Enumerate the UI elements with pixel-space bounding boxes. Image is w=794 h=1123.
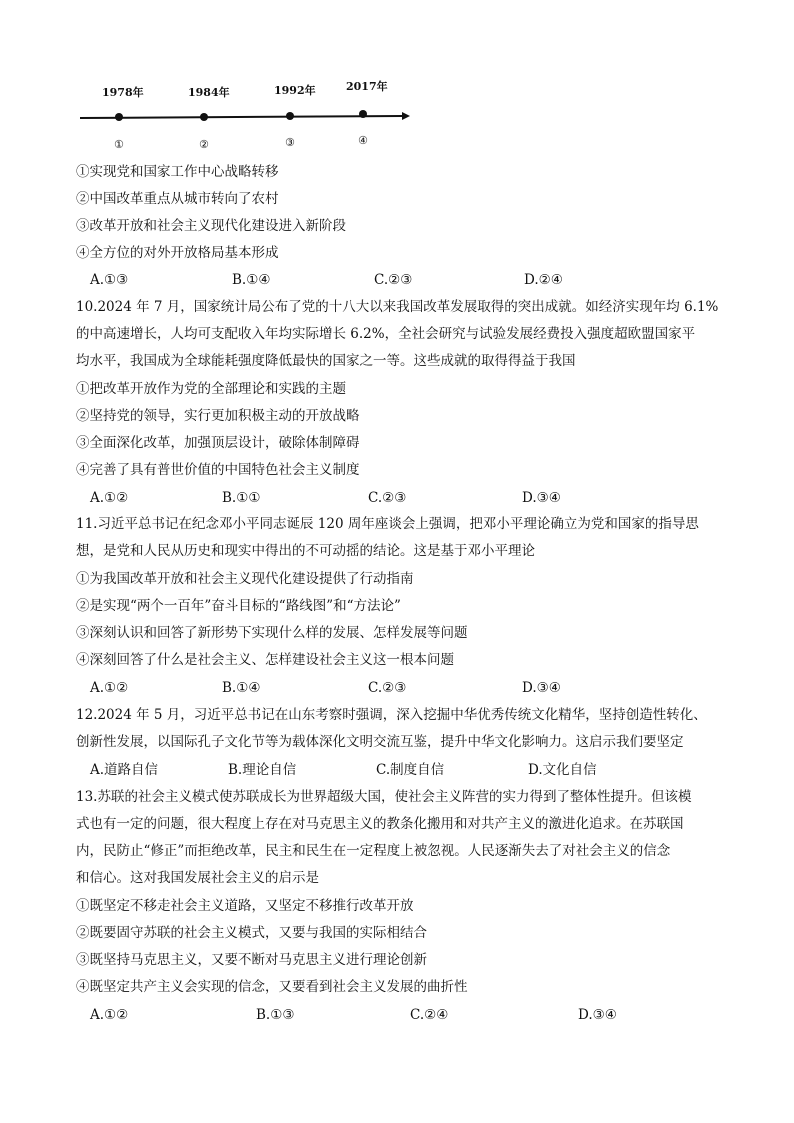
option-c[interactable]: C.②④ <box>410 1007 449 1023</box>
q9-item-4: ④全方位的对外开放格局基本形成 <box>76 245 279 261</box>
timeline-axis <box>80 116 402 118</box>
option-d[interactable]: D.文化自信 <box>528 762 597 778</box>
q13-stem-line-1: 13.苏联的社会主义模式使苏联成长为世界超级大国，使社会主义阵营的实力得到了整体性提升。但该模 <box>76 789 692 805</box>
option-b[interactable]: B.理论自信 <box>228 762 297 778</box>
timeline-marker: ④ <box>358 134 368 147</box>
timeline-year: 2017年 <box>346 80 388 93</box>
q13-stem-line-4: 和信心。这对我国发展社会主义的启示是 <box>76 870 319 886</box>
q10-stem-line-3: 均水平，我国成为全球能耗强度降低最快的国家之一等。这些成就的取得得益于我国 <box>76 353 576 369</box>
q12-stem-line-2: 创新性发展，以国际孔子文化节等为载体深化文明交流互鉴，提升中华文化影响力。这启示我们要坚定 <box>76 734 684 750</box>
option-b[interactable]: B.①① <box>222 490 261 506</box>
q9-options <box>90 270 710 290</box>
timeline-arrow-icon <box>402 112 410 120</box>
q13-item-2: ②既要固守苏联的社会主义模式，又要与我国的实际相结合 <box>76 925 427 941</box>
q10-item-2: ②坚持党的领导，实行更加积极主动的开放战略 <box>76 408 360 424</box>
q11-stem-line-2: 想，是党和人民从历史和现实中得出的不可动摇的结论。这是基于邓小平理论 <box>76 543 535 559</box>
q13-item-3: ③既坚持马克思主义，又要不断对马克思主义进行理论创新 <box>76 952 427 968</box>
option-d[interactable]: D.③④ <box>578 1007 617 1023</box>
option-d[interactable]: D.③④ <box>522 680 561 696</box>
q11-item-4: ④深刻回答了什么是社会主义、怎样建设社会主义这一根本问题 <box>76 652 454 668</box>
q10-item-4: ④完善了具有普世价值的中国特色社会主义制度 <box>76 462 360 478</box>
q13-stem-line-3: 内，民防止“修正”而拒绝改革，民主和民生在一定程度上被忽视。人民逐渐失去了对社会主义的信念 <box>76 843 671 859</box>
timeline-marker: ③ <box>285 136 295 149</box>
option-c[interactable]: C.②③ <box>374 272 413 288</box>
timeline-year: 1992年 <box>274 84 316 97</box>
q11-item-3: ③深刻认识和回答了新形势下实现什么样的发展、怎样发展等问题 <box>76 625 468 641</box>
option-b[interactable]: B.①④ <box>232 272 271 288</box>
q13-stem-line-2: 式也有一定的问题，很大程度上存在对马克思主义的教条化搬用和对共产主义的激进化追求。在苏联国 <box>76 816 684 832</box>
option-d[interactable]: D.②④ <box>524 272 563 288</box>
q10-item-1: ①把改革开放作为党的全部理论和实践的主题 <box>76 381 346 397</box>
option-a[interactable]: A.①② <box>90 1007 129 1023</box>
q12-stem-line-1: 12.2024 年 5 月，习近平总书记在山东考察时强调，深入挖掘中华优秀传统文化精华，坚持创造性转化、 <box>76 707 707 723</box>
timeline-marker: ① <box>114 138 124 151</box>
q11-item-1: ①为我国改革开放和社会主义现代化建设提供了行动指南 <box>76 571 414 587</box>
timeline-year: 1978年 <box>102 86 144 99</box>
timeline-year: 1984年 <box>188 86 230 99</box>
option-a[interactable]: A.①② <box>90 490 129 506</box>
option-c[interactable]: C.②③ <box>368 490 407 506</box>
timeline-marker: ② <box>199 138 209 151</box>
timeline-figure <box>76 76 416 156</box>
option-d[interactable]: D.③④ <box>522 490 561 506</box>
q13-item-4: ④既坚定共产主义会实现的信念，又要看到社会主义发展的曲折性 <box>76 979 468 995</box>
timeline-point-4 <box>346 79 388 147</box>
option-c[interactable]: C.②③ <box>368 680 407 696</box>
option-a[interactable]: A.①② <box>90 680 129 696</box>
q10-item-3: ③全面深化改革，加强顶层设计，破除体制障碍 <box>76 435 360 451</box>
option-a[interactable]: A.①③ <box>90 272 129 288</box>
q10-options <box>90 488 710 508</box>
q11-stem-line-1: 11.习近平总书记在纪念邓小平同志诞辰 120 周年座谈会上强调，把邓小平理论确立为党和国家的指导思 <box>76 516 699 532</box>
q9-item-2: ②中国改革重点从城市转向了农村 <box>76 191 279 207</box>
option-c[interactable]: C.制度自信 <box>376 762 445 778</box>
q10-stem-line-2: 的中高速增长，人均可支配收入年均实际增长 6.2%，全社会研究与试验发展经费投入强度超欧盟国家平 <box>76 326 696 342</box>
q10-stem-line-1: 10.2024 年 7 月，国家统计局公布了党的十八大以来我国改革发展取得的突出成就。如经济实现年均 6.1% <box>76 299 719 315</box>
option-a[interactable]: A.道路自信 <box>90 762 159 778</box>
q12-options <box>90 760 710 780</box>
option-b[interactable]: B.①④ <box>222 680 261 696</box>
q13-options <box>90 1005 710 1025</box>
q9-item-3: ③改革开放和社会主义现代化建设进入新阶段 <box>76 218 346 234</box>
q9-item-1: ①实现党和国家工作中心战略转移 <box>76 164 279 180</box>
q11-options <box>90 678 710 698</box>
q13-item-1: ①既坚定不移走社会主义道路，又坚定不移推行改革开放 <box>76 898 414 914</box>
option-b[interactable]: B.①③ <box>256 1007 295 1023</box>
q11-item-2: ②是实现“两个一百年”奋斗目标的“路线图”和“方法论” <box>76 598 401 614</box>
